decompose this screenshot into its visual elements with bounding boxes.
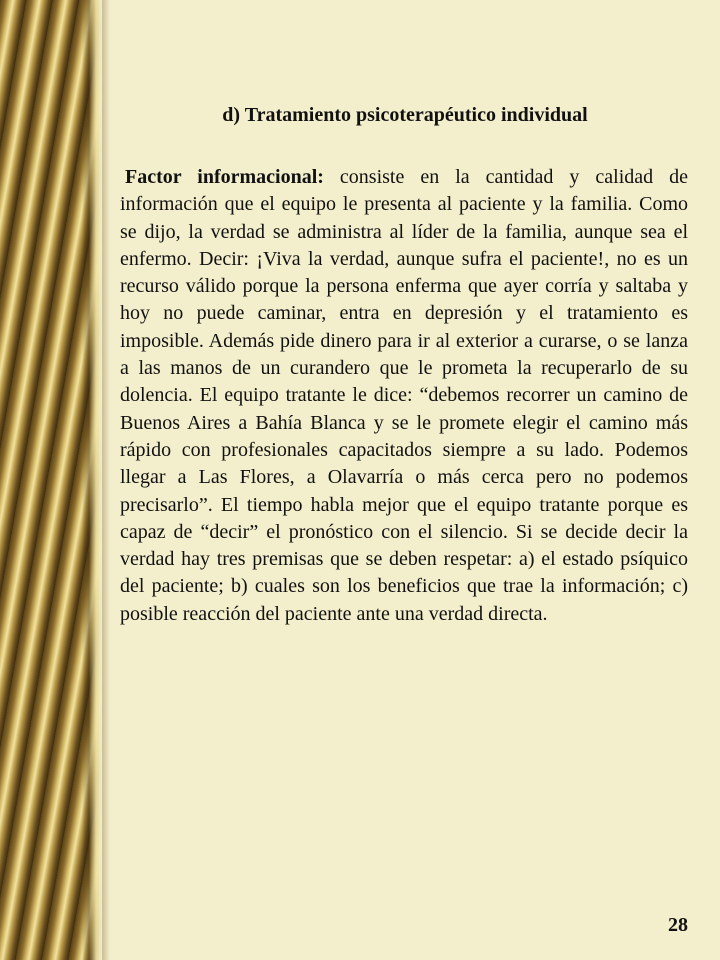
- lead-phrase: Factor informacional:: [125, 166, 324, 188]
- slide-title: d) Tratamiento psicoterapéutico individual: [222, 104, 588, 126]
- border-shadow: [102, 0, 110, 960]
- page-number: 28: [668, 914, 688, 936]
- body-paragraph: [120, 164, 688, 628]
- body-text: consiste en la cantidad y calidad de información que el equipo le presenta al paciente y la familia. Como se dijo, la verdad se administra al líder de la familia, aunque sea el enfermo. Decir: ¡Viva la verdad, aunque sufra el paciente!, no es un recurso válido porque la persona enferma que ayer corría y saltaba y hoy no puede caminar, entra en depresión y el tratamiento es imposible. Además pide dinero para ir al exterior a curarse, o se lanza a las manos de un curandero que le prometa la recuperarlo de su dolencia. El equipo tratante le dice: “debemos recorrer un camino de Buenos Aires a Bahía Blanca y se le promete elegir el camino más rápido con profesionales capacitados siempre a su lado. Podemos llegar a Las Flores, a Olavarría o más cerca pero no podemos precisarlo”. El tiempo habla mejor que el equipo tratante porque es capaz de “decir” el pronóstico con el silencio. Si se decide decir la verdad hay tres premisas que se deben respetar: a) el estado psíquico del paciente; b) cuales son los beneficios que trae la información; c) posible reacción del paciente ante una verdad directa.: [120, 166, 689, 625]
- decorative-border: [0, 0, 102, 960]
